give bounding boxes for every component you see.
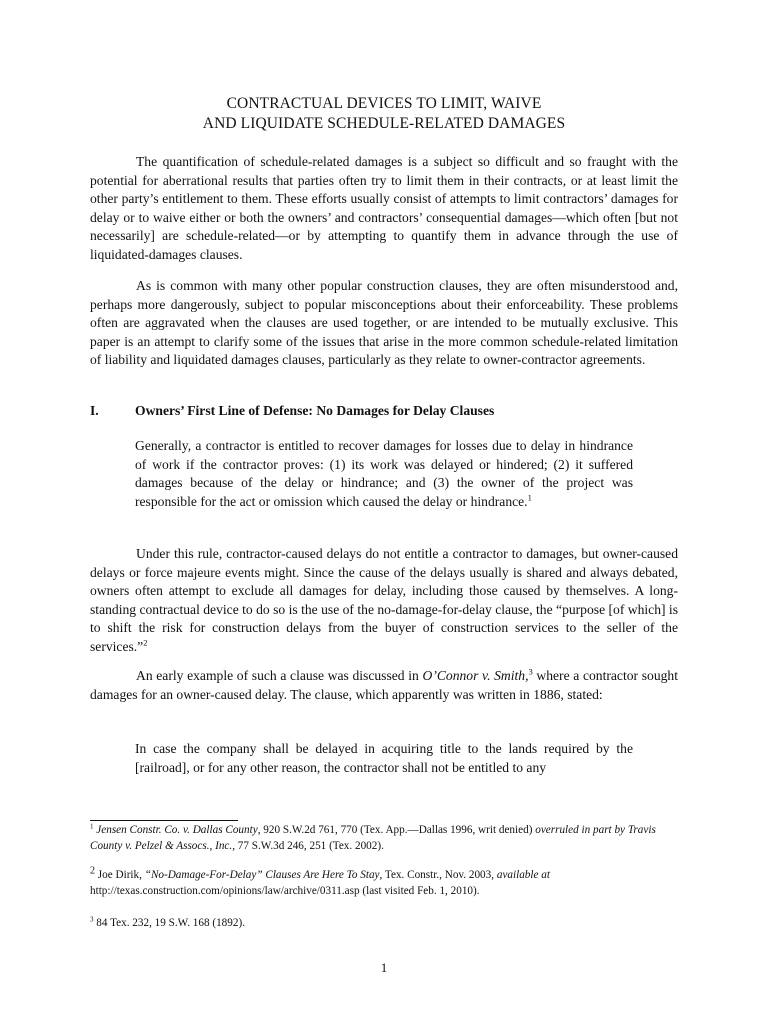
case-name: O’Connor v. Smith, bbox=[422, 668, 529, 683]
clause-block-quote: In case the company shall be delayed in acquiring title to the lands required by the [railroad], or for any other reason, the contractor shall not be entitled to any bbox=[135, 741, 633, 775]
intro-paragraph: The quantification of schedule-related damages is a subject so difficult and so fraught with the potential for aberrational results that parties often try to limit them in their contracts, or at least limit the other party’s entitlement to them. These efforts usually consist of attempts to limit contractors’ damages for delay or to waive either or both the owners’ and contractors’ consequential damages—which often [but not necessarily] are schedule-related—or by attempting to quantify them in advance through the use of liquidated-damages clauses. bbox=[90, 154, 678, 262]
section-title: Owners’ First Line of Defense: No Damages for Delay Clauses bbox=[135, 403, 495, 418]
document-title bbox=[0, 94, 768, 134]
footnote-ref-2[interactable]: 2 bbox=[143, 637, 148, 648]
footnote-mark-1: 1 bbox=[90, 822, 94, 831]
section-number: I. bbox=[90, 403, 99, 418]
footnote-3: $^3$ 84 Tex. 232, 19 S.W. 168 (1892). bbox=[90, 915, 245, 929]
footnote-separator bbox=[90, 820, 238, 821]
footnote-2: 2 Joe Dirik, “No-Damage-For-Delay” Clauses Are Here To Stay, Tex. Constr., Nov. 2003, available at http://texas.construction.com/opinions/law/archive/0311.asp (last visited Feb. 1, 2010). bbox=[90, 865, 550, 897]
footnote-1: $^1$ Jensen Constr. Co. v. Dallas County, 920 S.W.2d 761, 770 (Tex. App.—Dallas 1996, writ denied) overruled in part by Travis County v. Pelzel & Assocs., Inc., 77 S.W.3d 246, 251 (Tex. 2002). bbox=[90, 822, 656, 852]
rule-paragraph: Under this rule, contractor-caused delays do not entitle a contractor to damages, but owner-caused delays or force majeure events might. Since the cause of the delays usually is shared and always debated, owners often attempt to exclude all damages for delay, including those caused by themselves. A long-standing contractual device to do so is the use of the no-damage-for-delay clause, the “purpose [of which] is to shift the risk for construction delays from the buyer of construction services to the seller of the services.”$^2$ bbox=[90, 546, 678, 654]
page-number: 1 bbox=[380, 960, 388, 975]
rule-block-quote: Generally, a contractor is entitled to recover damages for losses due to delay in hindrance of work if the contractor proves: (1) its work was delayed or hindered; (2) it suffered damages because of the delay or hindrance; and (3) the owner of the project was responsible for the act or omission which caused the delay or hindrance.$^1$ bbox=[135, 438, 633, 509]
footnote-mark-3: 3 bbox=[90, 915, 94, 924]
footnote-2-url[interactable]: http://texas.construction.com/opinions/law/archive/0311.asp (last visited Feb. 1, 2010). bbox=[90, 884, 480, 897]
footnote-ref-3[interactable]: 3 bbox=[528, 666, 533, 677]
title-line-2: AND LIQUIDATE SCHEDULE-RELATED DAMAGES bbox=[202, 115, 566, 132]
section-heading bbox=[90, 402, 494, 420]
example-paragraph: An early example of such a clause was discussed in O’Connor v. Smith,$^3$ where a contractor sought damages for an owner-caused delay. The clause, which apparently was written in 1886, stated: bbox=[90, 666, 678, 702]
misconceptions-paragraph: As is common with many other popular construction clauses, they are often misunderstood and, perhaps more dangerously, subject to popular misconceptions about their enforceability. These problems often are aggravated when the clauses are used together, or are intended to be mutually exclusive. This paper is an attempt to clarify some of the issues that arise in the more common schedule-related limitation of liability and liquidated damages clauses, particularly as they relate to owner-contractor agreements. bbox=[90, 278, 678, 368]
footnote-ref-1[interactable]: 1 bbox=[527, 492, 532, 503]
title-line-1: CONTRACTUAL DEVICES TO LIMIT, WAIVE bbox=[226, 95, 542, 112]
footnote-mark-2: 2 bbox=[90, 865, 95, 877]
